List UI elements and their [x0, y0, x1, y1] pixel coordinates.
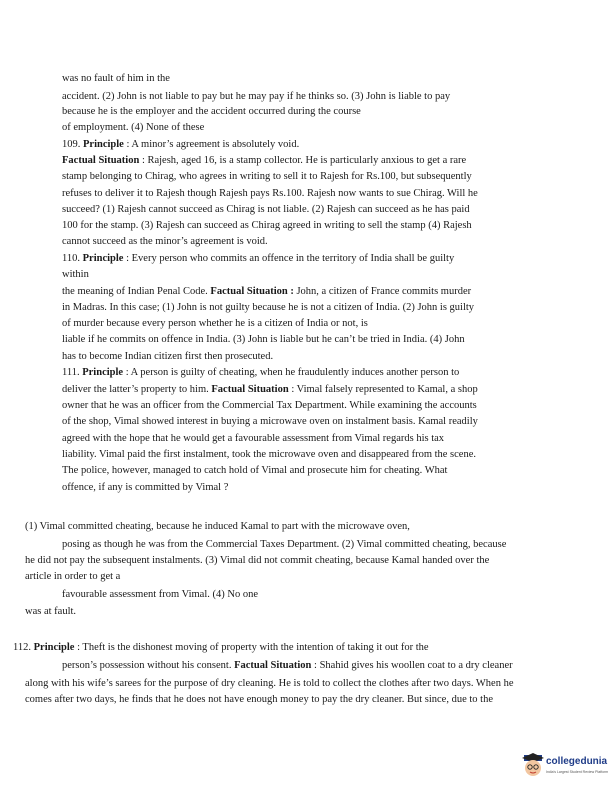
text-line: liability. Vimal paid the first instalment, took the microwave oven and disappeared from the scene.: [62, 449, 477, 460]
text-line: refuses to deliver it to Rajesh though Rajesh pays Rs.100. Rajesh now wants to sue Chirag. Will he: [62, 188, 478, 199]
text-line: [62, 285, 471, 298]
text-line: (1) Vimal committed cheating, because he induced Kamal to part with the microwave oven,: [25, 521, 410, 532]
line-segment: : A person is guilty of cheating, when he fraudulently induces another person to: [123, 367, 460, 378]
line-segment: 110.: [62, 253, 83, 264]
line-segment: the meaning of Indian Penal Code.: [62, 286, 211, 297]
line-segment: : Rajesh, aged 16, is a stamp collector. He is particularly anxious to get a rare: [139, 155, 467, 166]
text-line: offence, if any is committed by Vimal ?: [62, 482, 229, 493]
bold-label: Principle: [82, 367, 124, 378]
line-segment: 109.: [62, 139, 83, 150]
bold-label: Principle: [82, 253, 124, 264]
text-line: because he is the employer and the accident occurred during the course: [62, 106, 361, 117]
text-line: The police, however, managed to catch hold of Vimal and prosecute him for cheating. What: [62, 465, 448, 476]
line-segment: John, a citizen of France commits murder: [293, 286, 472, 297]
text-line: favourable assessment from Vimal. (4) No one: [62, 589, 258, 600]
text-line: [62, 154, 466, 167]
text-line: posing as though he was from the Commercial Taxes Department. (2) Vimal committed cheating, because: [62, 539, 507, 550]
line-segment: : A minor’s agreement is absolutely void.: [123, 139, 300, 150]
line-segment: 112.: [13, 642, 34, 653]
text-line: [62, 252, 454, 265]
text-line: stamp belonging to Chirag, who agrees in writing to sell it to Rajesh for Rs.100, but subsequently: [62, 171, 472, 182]
text-line: [13, 641, 429, 654]
text-line: in Madras. In this case; (1) John is not guilty because he is not a citizen of India. (2) John is guilty: [62, 302, 475, 313]
bold-label: Factual Situation: [211, 384, 289, 395]
text-line: liable if he commits on offence in India. (3) John is liable but he can’t be tried in India. (4) John: [62, 334, 465, 345]
text-line: within: [62, 269, 89, 280]
text-line: article in order to get a: [25, 571, 121, 582]
bold-label: Factual Situation :: [210, 286, 294, 297]
mascot-icon: [522, 753, 544, 779]
logo-tagline: India's Largest Student Review Platform: [546, 770, 609, 774]
text-line: 100 for the stamp. (3) Rajesh can succeed as Chirag agreed in writing to sell the stamp (4) Rajesh: [62, 220, 472, 231]
text-line: of employment. (4) None of these: [62, 122, 205, 133]
text-line: cannot succeed as the minor’s agreement is void.: [62, 236, 268, 247]
text-line: owner that he was an officer from the Commercial Tax Department. While examining the accounts: [62, 400, 477, 411]
line-segment: person’s possession without his consent.: [62, 660, 235, 671]
text-line: [62, 366, 459, 379]
text-line: agreed with the hope that he would get a favourable assessment from Vimal regards his tax: [62, 433, 445, 444]
text-line: of murder because every person whether he is a citizen of India or not, is: [62, 318, 368, 329]
bold-label: Principle: [83, 139, 124, 150]
line-segment: : Vimal falsely represented to Kamal, a shop: [288, 384, 478, 395]
line-segment: 111.: [62, 367, 83, 378]
text-line: [62, 138, 299, 151]
text-line: succeed? (1) Rajesh cannot succeed as Chirag is not liable. (2) Rajesh can succeed as he has paid: [62, 204, 470, 215]
line-segment: : Every person who commits an offence in the territory of India shall be guilty: [123, 253, 455, 264]
text-line: was at fault.: [25, 606, 77, 617]
bold-label: Factual Situation: [62, 155, 140, 166]
bold-label: Factual Situation: [234, 660, 312, 671]
line-segment: : Theft is the dishonest moving of property with the intention of taking it out for the: [74, 642, 429, 653]
collegedunia-logo: [522, 753, 608, 783]
text-line: accident. (2) John is not liable to pay but he may pay if he thinks so. (3) John is liable to pay: [62, 91, 451, 102]
text-line: has to become Indian citizen first then prosecuted.: [62, 351, 274, 362]
bold-label: Principle: [33, 642, 75, 653]
text-line: [62, 659, 513, 672]
text-line: he did not pay the subsequent instalments. (3) Vimal did not commit cheating, because Kamal handed over the: [25, 555, 490, 566]
logo-text: collegedunia: [546, 756, 608, 767]
text-line: comes after two days, he finds that he does not have enough money to pay the dry cleaner. But since, due to the: [25, 694, 493, 705]
text-line: [62, 383, 478, 396]
line-segment: : Shahid gives his woollen coat to a dry cleaner: [311, 660, 513, 671]
text-line: of the shop, Vimal showed interest in buying a microwave oven on instalment basis. Kamal readily: [62, 416, 478, 427]
line-segment: deliver the latter’s property to him.: [62, 384, 212, 395]
text-line: was no fault of him in the: [62, 73, 170, 84]
text-line: along with his wife’s sarees for the purpose of dry cleaning. He is told to collect the clothes after two days. When he: [25, 678, 514, 689]
